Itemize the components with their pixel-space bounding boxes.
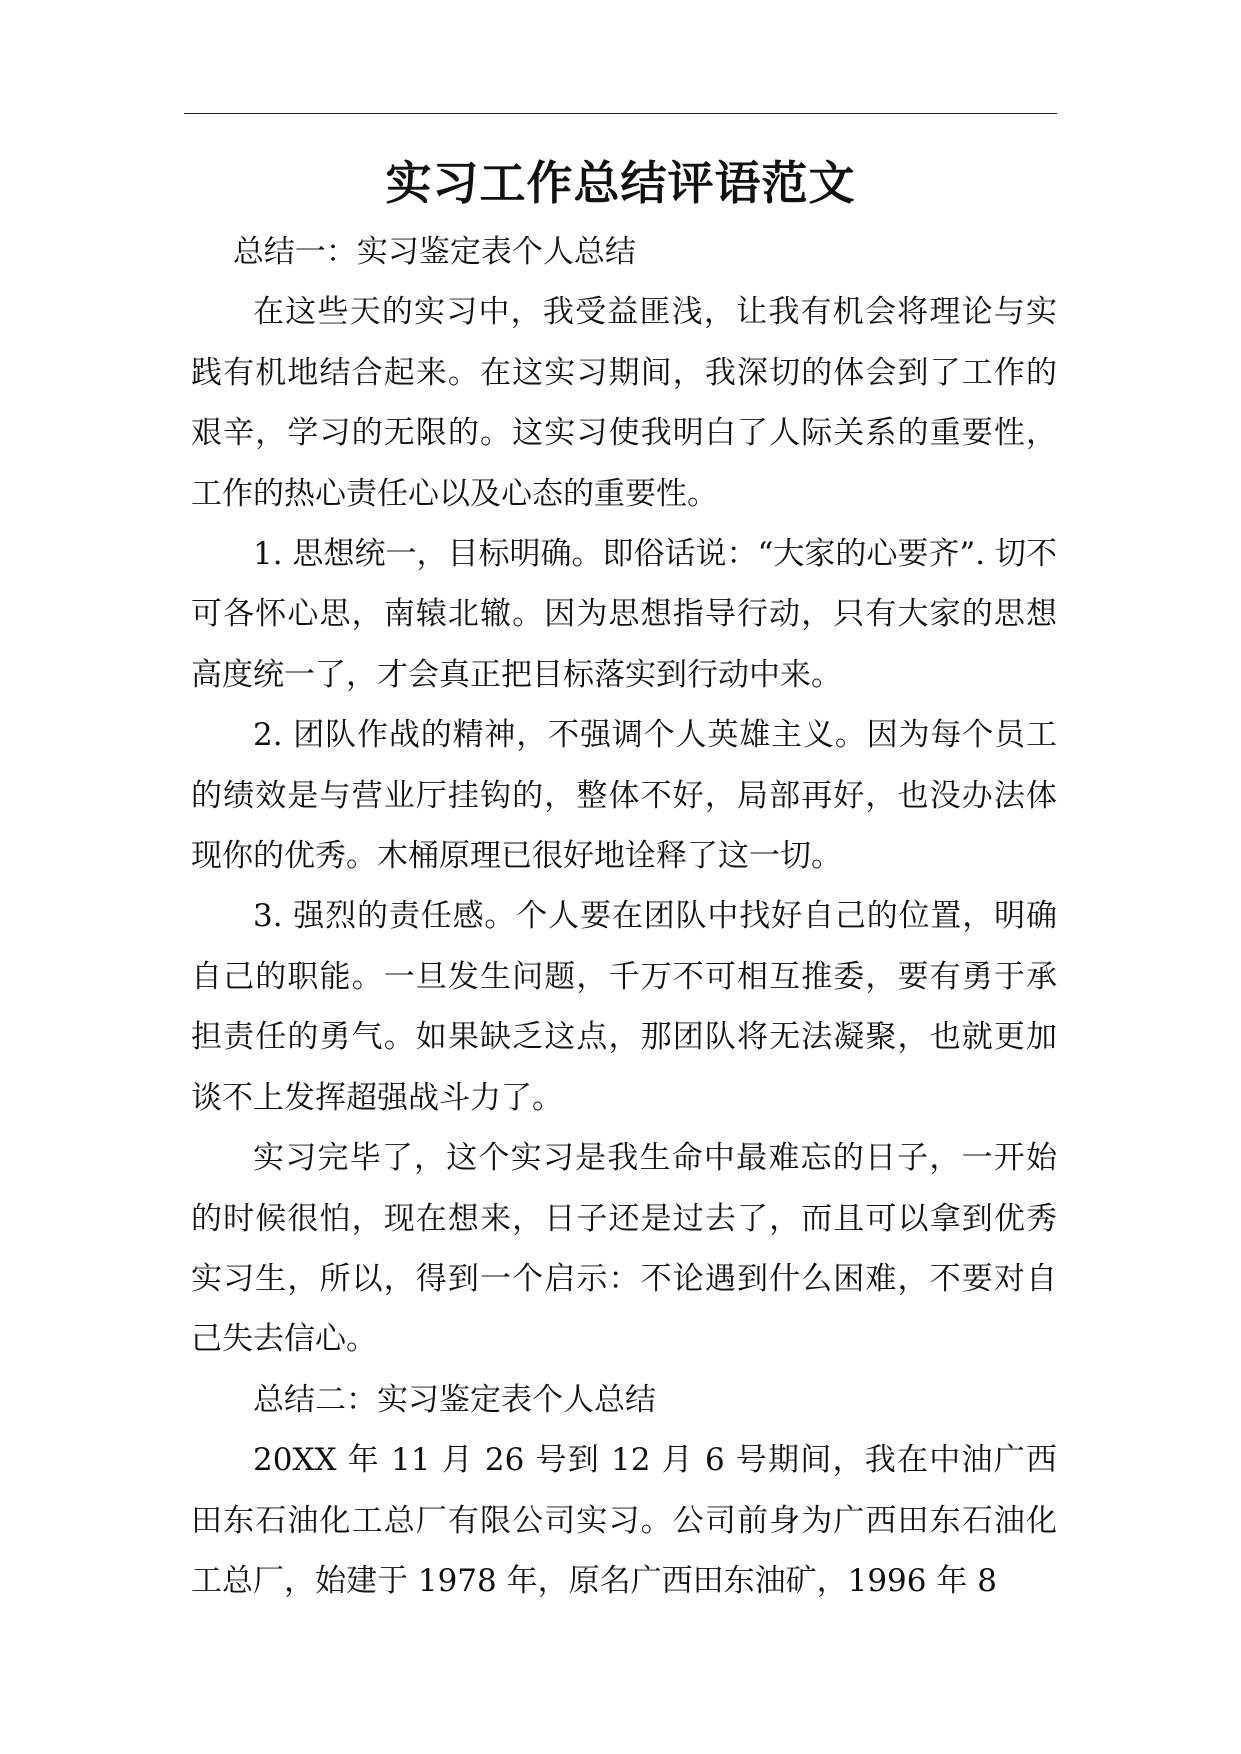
- document-title: 实习工作总结评语范文: [385, 156, 856, 210]
- paragraph-conclusion: 实习完毕了，这个实习是我生命中最难忘的日子，一开始的时候很怕，现在想来，日子还是过去了，而且可以拿到优秀实习生，所以，得到一个启示：不论遇到什么困难，不要对自己失去信心。: [191, 1140, 1057, 1358]
- section-heading-1: 总结一：实习鉴定表个人总结: [232, 234, 636, 270]
- paragraph-company: 20XX 年 11 月 26 号到 12 月 6 号期间，我在中油广西田东石油化工总厂有限公司实习。公司前身为广西田东石油化工总厂，始建于 1978 年，原名广西田东油矿，1996 年 8: [191, 1442, 1057, 1599]
- paragraph-intro: 在这些天的实习中，我受益匪浅，让我有机会将理论与实践有机地结合起来。在这实习期间，我深切的体会到了工作的艰辛，学习的无限的。这实习使我明白了人际关系的重要性，工作的热心责任心以及心态的重要性。: [191, 294, 1057, 512]
- paragraph-point-3: 3. 强烈的责任感。个人要在团队中找好自己的位置，明确自己的职能。一旦发生问题，千万不可相互推委，要有勇于承担责任的勇气。如果缺乏这点，那团队将无法凝聚，也就更加谈不上发挥超强战斗力了。: [191, 898, 1057, 1116]
- document-body: [191, 222, 1057, 1611]
- paragraph-point-2: 2. 团队作战的精神，不强调个人英雄主义。因为每个员工的绩效是与营业厅挂钩的，整体不好，局部再好，也没办法体现你的优秀。木桶原理已很好地诠释了这一切。: [191, 717, 1057, 875]
- header-rule: [184, 113, 1057, 114]
- section-heading-2: 总结二：实习鉴定表个人总结: [253, 1381, 656, 1418]
- paragraph-point-1: 1. 思想统一，目标明确。即俗话说：“大家的心要齐”. 切不可各怀心思，南辕北辙。因为思想指导行动，只有大家的思想高度统一了，才会真正把目标落实到行动中来。: [191, 536, 1057, 693]
